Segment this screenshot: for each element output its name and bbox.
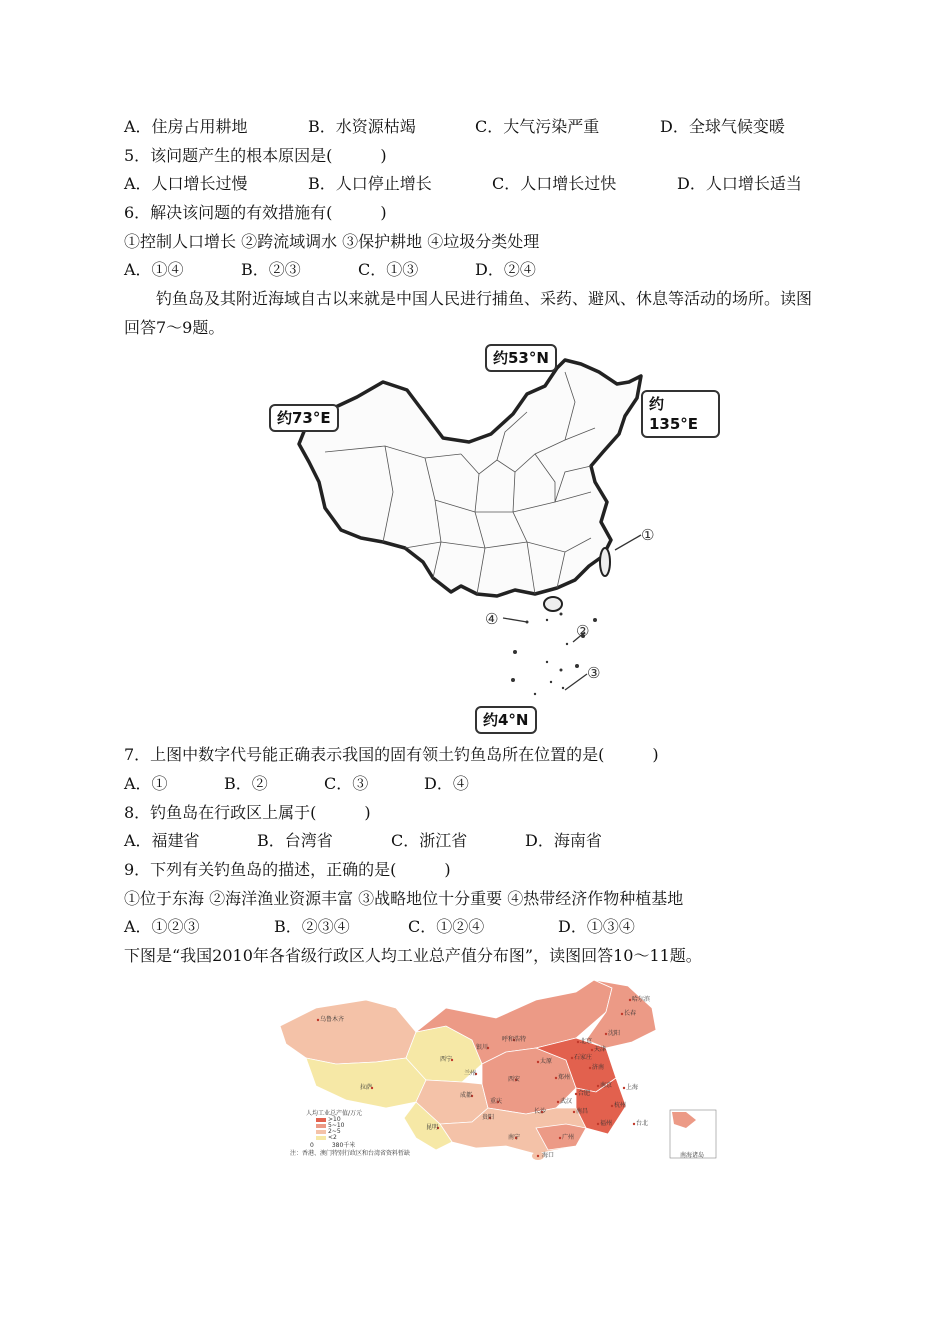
marker-1: ① — [641, 526, 655, 544]
city-label: 南宁 — [508, 1134, 521, 1141]
city-label: 南昌 — [576, 1108, 589, 1115]
marker-3: ③ — [587, 664, 601, 682]
region-xinjiang — [280, 1000, 416, 1064]
q4-option-a: A．住房占用耕地 — [124, 117, 248, 136]
map-scale: 0 380千米 — [310, 1142, 356, 1149]
q5-stem: 5．该问题产生的根本原因是( ) — [124, 146, 387, 165]
city-label: 兰州 — [464, 1070, 477, 1077]
marker-4: ④ — [485, 610, 499, 628]
city-label: 哈尔滨 — [632, 996, 651, 1003]
callout-west: 约73°E — [269, 404, 339, 432]
legend-item-4: <2 — [328, 1134, 337, 1141]
city-label: 合肥 — [578, 1090, 591, 1097]
callout-south: 约4°N — [475, 706, 537, 734]
city-label: 昆明 — [426, 1124, 439, 1131]
city-label: 成都 — [460, 1092, 473, 1099]
city-label: 长春 — [624, 1010, 637, 1017]
hainan-island — [544, 597, 562, 611]
q7-option-a: A．① — [124, 774, 168, 793]
intro-paragraph-industry: 下图是“我国2010年各省级行政区人均工业总产值分布图”，读图回答10～11题。 — [124, 946, 702, 965]
q8-option-d: D．海南省 — [525, 831, 602, 850]
q6-option-d: D．②④ — [475, 260, 536, 279]
q4-option-c: C．大气污染严重 — [475, 117, 600, 136]
q5-option-b: B．人口停止增长 — [308, 174, 432, 193]
q9-option-d: D．①③④ — [558, 917, 635, 936]
legend-item-3: 2~5 — [328, 1128, 341, 1135]
city-label: 银川 — [476, 1044, 489, 1051]
city-label: 西宁 — [440, 1056, 453, 1063]
q7-option-d: D．④ — [424, 774, 469, 793]
city-label: 石家庄 — [574, 1054, 593, 1061]
city-label: 台北 — [636, 1120, 649, 1127]
marker-2: ② — [576, 622, 590, 640]
q9-items: ①位于东海 ②海洋渔业资源丰富 ③战略地位十分重要 ④热带经济作物种植基地 — [124, 889, 684, 908]
intro-paragraph-diaoyu: 钓鱼岛及其附近海域自古以来就是中国人民进行捕鱼、采药、避风、休息等活动的场所。读图回答7～9题。 — [124, 289, 813, 337]
city-label: 广州 — [562, 1134, 575, 1141]
city-label: 沈阳 — [608, 1030, 621, 1037]
city-label: 乌鲁木齐 — [320, 1016, 345, 1023]
city-label: 北京 — [580, 1038, 593, 1045]
city-label: 济南 — [592, 1064, 605, 1071]
inset-label: 南海诸岛 — [680, 1152, 705, 1159]
city-label: 西安 — [508, 1076, 521, 1083]
q7-option-c: C．③ — [324, 774, 369, 793]
q5-option-c: C．人口增长过快 — [492, 174, 617, 193]
legend-swatches — [316, 1118, 326, 1140]
city-label: 长沙 — [534, 1108, 547, 1115]
city-label: 呼和浩特 — [502, 1036, 527, 1043]
city-label: 福州 — [600, 1120, 613, 1127]
q9-option-a: A．①②③ — [124, 917, 200, 936]
q8-stem: 8．钓鱼岛在行政区上属于( ) — [124, 803, 371, 822]
q9-option-c: C．①②④ — [408, 917, 485, 936]
city-label: 杭州 — [614, 1102, 627, 1109]
taiwan-island — [600, 548, 610, 576]
legend-item-1: >10 — [328, 1116, 341, 1123]
q4-option-d: D．全球气候变暖 — [660, 117, 785, 136]
city-label: 武汉 — [560, 1098, 573, 1105]
q9-option-b: B．②③④ — [274, 917, 350, 936]
city-label: 郑州 — [558, 1074, 571, 1081]
legend-title: 人均工业总产值/万元 — [306, 1110, 363, 1117]
q5-option-d: D．人口增长适当 — [677, 174, 802, 193]
city-label: 海口 — [542, 1152, 555, 1159]
q7-stem: 7．上图中数字代号能正确表示我国的固有领土钓鱼岛所在位置的是( ) — [124, 745, 659, 764]
city-label: 重庆 — [490, 1098, 503, 1105]
q8-option-c: C．浙江省 — [391, 831, 468, 850]
q8-option-b: B．台湾省 — [257, 831, 333, 850]
china-territory-map — [265, 342, 720, 732]
callout-north: 约53°N — [485, 344, 557, 372]
city-label: 上海 — [626, 1084, 639, 1091]
city-label: 太原 — [540, 1058, 553, 1065]
q6-stem: 6．解决该问题的有效措施有( ) — [124, 203, 387, 222]
q6-option-a: A．①④ — [124, 260, 184, 279]
choropleth-svg — [276, 978, 722, 1162]
callout-east: 约135°E — [641, 390, 720, 438]
city-label: 南京 — [600, 1082, 613, 1089]
legend-item-2: 5~10 — [328, 1122, 345, 1129]
q4-option-b: B．水资源枯竭 — [308, 117, 416, 136]
q9-stem: 9．下列有关钓鱼岛的描述，正确的是( ) — [124, 860, 451, 879]
industry-output-map — [276, 978, 722, 1162]
q6-option-c: C．①③ — [358, 260, 419, 279]
q8-option-a: A．福建省 — [124, 831, 200, 850]
map-note: 注：香港、澳门特别行政区和台湾省资料暂缺 — [290, 1150, 411, 1157]
q6-option-b: B．②③ — [241, 260, 301, 279]
city-label: 拉萨 — [360, 1084, 373, 1091]
q6-items: ①控制人口增长 ②跨流域调水 ③保护耕地 ④垃圾分类处理 — [124, 232, 540, 251]
q5-option-a: A．人口增长过慢 — [124, 174, 248, 193]
q7-option-b: B．② — [224, 774, 268, 793]
city-label: 天津 — [594, 1046, 607, 1053]
china-border — [299, 360, 641, 596]
city-label: 贵阳 — [482, 1114, 495, 1121]
